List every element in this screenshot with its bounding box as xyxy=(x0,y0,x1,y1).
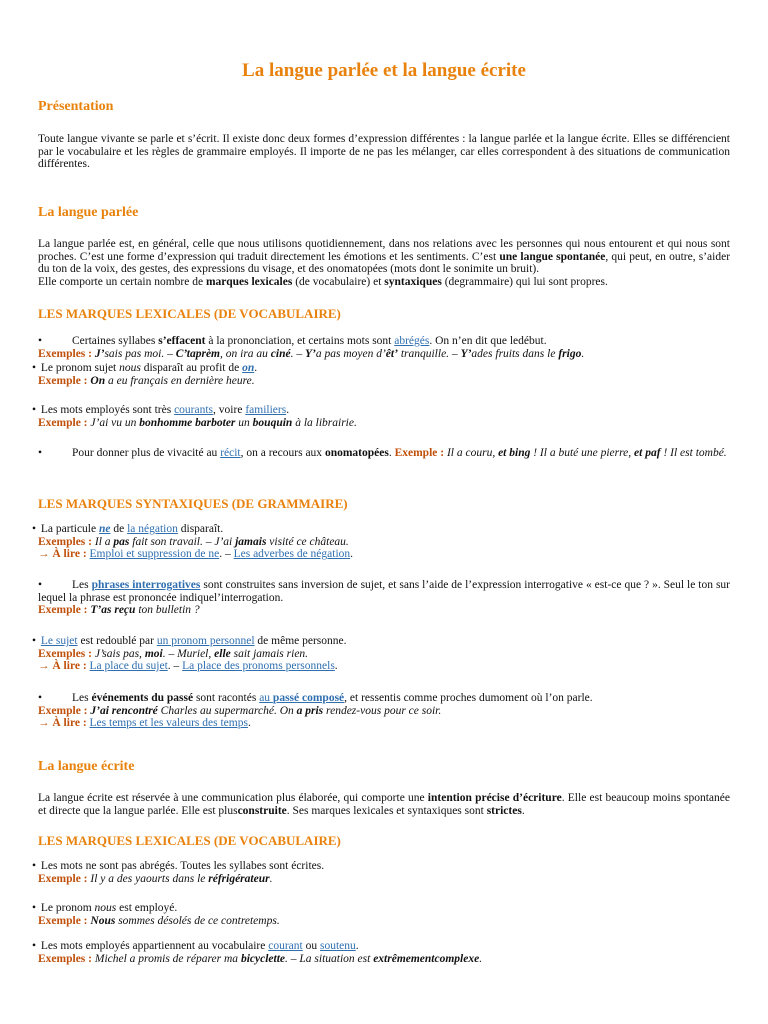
link-abreges[interactable]: abrégés xyxy=(394,335,430,347)
link-ne[interactable]: ne xyxy=(98,523,111,535)
link-le-sujet[interactable]: Le sujet xyxy=(40,635,78,647)
link-la-negation[interactable]: la négation xyxy=(127,523,178,535)
link-courants[interactable]: courants xyxy=(174,404,214,416)
link-place-du-sujet[interactable]: La place du sujet xyxy=(89,660,168,673)
link-soutenu[interactable]: soutenu xyxy=(319,940,356,952)
link-emploi-suppression-ne[interactable]: Emploi et suppression de ne xyxy=(89,548,220,561)
heading-presentation: Présentation xyxy=(38,99,114,114)
paragraph-presentation: Toute langue vivante se parle et s’écrit. Il existe donc deux formes d’expression différentes : la langue parlée et la langue écrite. Elles se différencient par le vocabulaire et les règles de grammaire employés. Il importe de ne pas les mélanger, car elles correspondent à des situations de communication différentes. xyxy=(38,133,730,171)
paragraph-ecrite: La langue écrite est réservée à une communication plus élaborée, qui comporte une intention précise d’écriture. Elle est beaucoup moins spontanée et directe que la langue parlée. Elle est plusconstruite. Ses marques lexicales et syntaxiques sont strictes. xyxy=(38,792,730,817)
link-on[interactable]: on xyxy=(242,362,255,374)
list-item: • Le pronom sujet nous disparaît au profit de on. Exemple : On a eu français en dernière heure. xyxy=(32,362,258,387)
list-item: • Les événements du passé sont racontés au passé composé, et ressentis comme proches dumoment où l’on parle. Exemple : J’ai rencontré Charles au supermarché. On a pris rendez-vous pour ce soir. → À lire : Les temps et les valeurs des temps. xyxy=(38,692,593,730)
link-familiers[interactable]: familiers xyxy=(245,404,287,416)
paragraph-parlee-1: La langue parlée est, en général, celle que nous utilisons quotidiennement, dans nos relations avec les personnes qui nous entourent et qui nous sont proches. C’est une forme d’expression qui traduit directement les émotions et les sentiments. C’est une langue spontanée, qui peut, en outre, s’aider du ton de la voix, des gestes, des expressions du visage, et des onomatopées (mots dont le sonimite un bruit). Elle comporte un certain nombre de marques lexicales (de vocabulaire) et syntaxiques (degrammaire) qui lui sont propres. xyxy=(38,238,731,288)
list-item: • Les phrases interrogatives sont construites sans inversion de sujet, et sans l’aide de l’expression interrogative « est-ce que ? ». Seul le ton sur lequel la phrase est prononcée indiquel’interrogation. Exemple : T’as reçu ton bulletin ? xyxy=(38,579,731,617)
link-place-pronoms-personnels[interactable]: La place des pronoms personnels xyxy=(182,660,335,673)
list-item: • Pour donner plus de vivacité au récit, on a recours aux onomatopées. Exemple : Il a couru, et bing ! Il a buté une pierre, et paf ! Il est tombé. xyxy=(38,447,727,459)
list-item: • Les mots employés appartiennent au vocabulaire courant ou soutenu. Exemples : Michel a promis de réparer ma bicyclette. – La situation est extrêmementcomplexe. xyxy=(32,940,483,965)
heading-langue-parlee: La langue parlée xyxy=(38,205,139,220)
list-item: • Certaines syllabes s’effacent à la prononciation, et certains mots sont abrégés. On n’en dit que ledébut. Exemples : J’sais pas moi. – C’taprèm, on ira au ciné. – Y’a pas moyen d’êt’ tranquille. – Y’ades fruits dans le frigo. xyxy=(38,335,585,360)
link-courant[interactable]: courant xyxy=(268,940,303,952)
heading-marques-syntaxiques: LES MARQUES SYNTAXIQUES (DE GRAMMAIRE) xyxy=(38,496,348,511)
link-phrases-interrogatives[interactable]: phrases interrogatives xyxy=(91,579,201,591)
list-item: • Le sujet est redoublé par un pronom personnel de même personne. Exemples : J’sais pas, moi. – Muriel, elle sait jamais rien. → À lire : La place du sujet. – La place des pronoms personnels. xyxy=(32,635,347,673)
list-item: • Le pronom nous est employé. Exemple : Nous sommes désolés de ce contretemps. xyxy=(32,902,280,927)
page-title: La langue parlée et la langue écrite xyxy=(242,60,526,81)
link-temps-valeurs[interactable]: Les temps et les valeurs des temps xyxy=(89,717,248,730)
heading-langue-ecrite: La langue écrite xyxy=(38,759,135,774)
list-item: • Les mots ne sont pas abrégés. Toutes les syllabes sont écrites. Exemple : Il y a des yaourts dans le réfrigérateur. xyxy=(32,860,325,885)
link-pronom-personnel[interactable]: un pronom personnel xyxy=(156,635,255,647)
heading-marques-lexicales-parlee: LES MARQUES LEXICALES (DE VOCABULAIRE) xyxy=(38,306,341,321)
heading-marques-lexicales-ecrite: LES MARQUES LEXICALES (DE VOCABULAIRE) xyxy=(38,833,341,848)
list-item: • Les mots employés sont très courants, voire familiers. Exemple : J’ai vu un bonhomme barboter un bouquin à la librairie. xyxy=(32,404,357,429)
link-recit[interactable]: récit xyxy=(220,447,241,459)
list-item: • La particule ne de la négation disparaît. Exemples : Il a pas fait son travail. – J’ai jamais visité ce château. → À lire : Emploi et suppression de ne. – Les adverbes de négation. xyxy=(32,523,354,561)
link-passe-compose[interactable]: au passé composé xyxy=(259,692,345,704)
link-adverbes-negation[interactable]: Les adverbes de négation xyxy=(233,548,351,561)
